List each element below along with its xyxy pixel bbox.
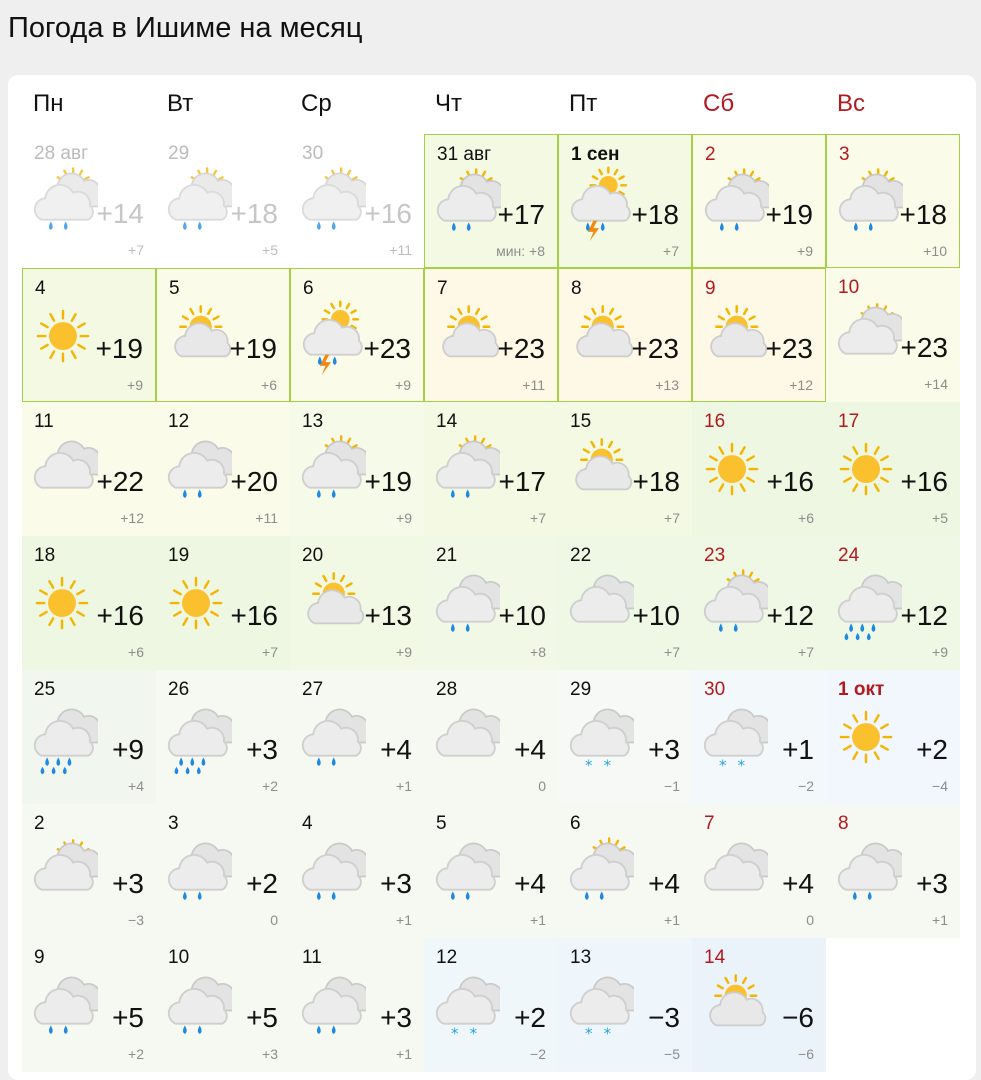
day-date: 7 <box>437 278 448 299</box>
day-date: 2 <box>705 144 716 165</box>
max-temperature: +23 <box>497 333 545 364</box>
min-temperature: +4 <box>128 778 144 794</box>
min-temperature: +8 <box>530 644 546 660</box>
day-cell[interactable] <box>156 268 290 402</box>
day-cell[interactable] <box>156 670 290 804</box>
day-cell[interactable] <box>22 536 156 670</box>
max-temperature: +10 <box>632 600 680 631</box>
day-cell[interactable] <box>826 804 960 938</box>
day-date: 8 <box>838 813 849 834</box>
day-date: 14 <box>436 411 458 432</box>
max-temperature: +4 <box>782 868 814 899</box>
max-temperature: +19 <box>765 199 813 230</box>
day-cell[interactable] <box>424 938 558 1072</box>
max-temperature: +22 <box>96 466 144 497</box>
day-cell[interactable] <box>558 536 692 670</box>
day-cell[interactable] <box>826 268 960 402</box>
min-temperature: +9 <box>396 644 412 660</box>
min-temperature: −5 <box>664 1046 680 1062</box>
svg-text:*: * <box>737 756 746 775</box>
day-cell[interactable] <box>558 268 692 402</box>
svg-text:*: * <box>584 756 593 775</box>
sun-cloud-icon <box>830 296 902 376</box>
min-temperature: +7 <box>664 644 680 660</box>
day-date: 18 <box>34 545 56 566</box>
cloud-snow-icon <box>562 966 634 1046</box>
day-cell[interactable] <box>826 134 960 268</box>
day-cell[interactable] <box>424 268 558 402</box>
day-date: 29 <box>168 143 190 164</box>
day-cell[interactable] <box>156 402 290 536</box>
sun-cloud-rain-icon <box>428 430 500 510</box>
day-date: 12 <box>168 411 190 432</box>
min-temperature: +9 <box>797 243 813 259</box>
page-title: Погода в Ишиме на месяц <box>8 12 363 44</box>
max-temperature: +12 <box>766 600 814 631</box>
day-date: 7 <box>704 813 715 834</box>
max-temperature: +3 <box>380 868 412 899</box>
sun-icon <box>830 430 902 510</box>
max-temperature: +19 <box>229 333 277 364</box>
max-temperature: +19 <box>95 333 143 364</box>
day-cell[interactable] <box>424 402 558 536</box>
thunderstorm-icon <box>295 297 367 377</box>
max-temperature: +19 <box>364 466 412 497</box>
cloud-heavy-rain-icon <box>26 698 98 778</box>
sun-cloud-rain-icon <box>294 430 366 510</box>
cloud-rain-icon <box>160 430 232 510</box>
min-temperature: +13 <box>655 377 679 393</box>
day-cell[interactable] <box>558 134 692 268</box>
day-cell[interactable] <box>558 938 692 1072</box>
weekday-label: Вс <box>837 90 866 117</box>
min-temperature: +7 <box>664 510 680 526</box>
svg-text:*: * <box>584 1024 593 1043</box>
cloud-rain-icon <box>294 966 366 1046</box>
cloud-heavy-rain-icon <box>830 564 902 644</box>
day-date: 25 <box>34 679 56 700</box>
svg-text:*: * <box>450 1024 459 1043</box>
sun-cloud-icon <box>26 832 98 912</box>
day-cell[interactable] <box>424 670 558 804</box>
day-date: 9 <box>705 278 716 299</box>
weekday-label: Пн <box>33 90 64 117</box>
day-date: 10 <box>168 947 190 968</box>
min-temperature: +12 <box>120 510 144 526</box>
day-date: 2 <box>34 813 45 834</box>
min-temperature: +1 <box>932 912 948 928</box>
min-temperature: +10 <box>923 243 947 259</box>
max-temperature: −6 <box>782 1002 814 1033</box>
day-date: 3 <box>168 813 179 834</box>
day-cell[interactable] <box>826 402 960 536</box>
cloud-rain-icon <box>830 832 902 912</box>
day-cell[interactable] <box>22 670 156 804</box>
weekday-label: Ср <box>301 90 332 117</box>
day-date: 10 <box>838 277 860 298</box>
cloud-snow-icon <box>696 698 768 778</box>
day-cell[interactable] <box>692 134 826 268</box>
max-temperature: +18 <box>631 199 679 230</box>
min-temperature: +7 <box>262 644 278 660</box>
day-date: 28 <box>436 679 458 700</box>
max-temperature: −3 <box>648 1002 680 1033</box>
max-temperature: +12 <box>900 600 948 631</box>
day-date: 24 <box>838 545 860 566</box>
max-temperature: +17 <box>497 199 545 230</box>
min-temperature: 0 <box>538 778 546 794</box>
partly-cloudy-icon <box>562 430 634 510</box>
day-date: 19 <box>168 545 190 566</box>
day-date: 14 <box>704 947 726 968</box>
day-cell[interactable] <box>156 134 290 268</box>
min-temperature: +9 <box>395 377 411 393</box>
day-cell[interactable] <box>22 402 156 536</box>
day-date: 9 <box>34 947 45 968</box>
min-temperature: +2 <box>262 778 278 794</box>
day-cell[interactable] <box>826 536 960 670</box>
cloud-heavy-rain-icon <box>160 698 232 778</box>
day-cell[interactable] <box>424 804 558 938</box>
min-temperature: +1 <box>664 912 680 928</box>
day-date: 20 <box>302 545 324 566</box>
sun-cloud-rain-icon <box>160 162 232 242</box>
day-date: 4 <box>35 278 46 299</box>
day-date: 1 сен <box>571 144 620 165</box>
max-temperature: +4 <box>514 868 546 899</box>
max-temperature: +23 <box>900 332 948 363</box>
day-cell[interactable] <box>558 804 692 938</box>
sun-icon <box>26 564 98 644</box>
min-temperature: +7 <box>530 510 546 526</box>
weekday-label: Чт <box>435 90 462 117</box>
min-temperature: +11 <box>255 510 278 526</box>
day-date: 4 <box>302 813 313 834</box>
day-cell[interactable] <box>22 804 156 938</box>
min-temperature: +2 <box>128 1046 144 1062</box>
min-temperature: 0 <box>270 912 278 928</box>
day-date: 13 <box>302 411 324 432</box>
min-temperature: +5 <box>262 242 278 258</box>
cloud-rain-icon <box>428 564 500 644</box>
day-date: 21 <box>436 545 458 566</box>
cloud-snow-icon <box>562 698 634 778</box>
max-temperature: +23 <box>765 333 813 364</box>
min-temperature: мин: +8 <box>496 243 545 259</box>
svg-text:*: * <box>603 1024 612 1043</box>
min-temperature: +9 <box>396 510 412 526</box>
svg-text:*: * <box>718 756 727 775</box>
day-cell[interactable] <box>558 402 692 536</box>
sun-cloud-rain-icon <box>429 163 501 243</box>
max-temperature: +20 <box>230 466 278 497</box>
min-temperature: −6 <box>798 1046 814 1062</box>
min-temperature: +3 <box>262 1046 278 1062</box>
day-date: 6 <box>303 278 314 299</box>
max-temperature: +9 <box>112 734 144 765</box>
min-temperature: +1 <box>396 912 412 928</box>
sun-icon <box>160 564 232 644</box>
min-temperature: +6 <box>798 510 814 526</box>
max-temperature: +2 <box>514 1002 546 1033</box>
weekday-label: Вт <box>167 90 194 117</box>
max-temperature: +4 <box>380 734 412 765</box>
day-date: 26 <box>168 679 190 700</box>
day-date: 23 <box>704 545 726 566</box>
sun-icon <box>696 430 768 510</box>
min-temperature: +9 <box>127 377 143 393</box>
min-temperature: +7 <box>798 644 814 660</box>
min-temperature: +9 <box>932 644 948 660</box>
day-date: 30 <box>704 679 726 700</box>
day-cell[interactable] <box>290 402 424 536</box>
cloudy-icon <box>428 698 500 778</box>
day-cell[interactable] <box>22 134 156 268</box>
day-date: 12 <box>436 947 458 968</box>
max-temperature: +2 <box>916 734 948 765</box>
day-date: 30 <box>302 143 324 164</box>
day-cell[interactable] <box>424 536 558 670</box>
sun-cloud-rain-icon <box>697 163 769 243</box>
sun-cloud-rain-icon <box>562 832 634 912</box>
sun-icon <box>830 698 902 778</box>
sun-icon <box>27 297 99 377</box>
min-temperature: +1 <box>396 1046 412 1062</box>
day-cell[interactable] <box>692 938 826 1072</box>
min-temperature: +12 <box>789 377 813 393</box>
max-temperature: +4 <box>648 868 680 899</box>
day-date: 6 <box>570 813 581 834</box>
day-cell[interactable] <box>22 938 156 1072</box>
partly-cloudy-icon <box>696 966 768 1046</box>
min-temperature: −1 <box>664 778 680 794</box>
day-date: 27 <box>302 679 324 700</box>
cloud-rain-icon <box>160 966 232 1046</box>
cloud-rain-icon <box>160 832 232 912</box>
day-cell[interactable] <box>692 402 826 536</box>
day-date: 13 <box>570 947 592 968</box>
sun-cloud-rain-icon <box>26 162 98 242</box>
max-temperature: +2 <box>246 868 278 899</box>
max-temperature: +3 <box>648 734 680 765</box>
max-temperature: +23 <box>631 333 679 364</box>
day-date: 11 <box>302 947 322 968</box>
partly-cloudy-icon <box>294 564 366 644</box>
min-temperature: −2 <box>530 1046 546 1062</box>
day-cell[interactable] <box>826 670 960 804</box>
partly-cloudy-icon <box>563 297 635 377</box>
day-cell[interactable] <box>692 804 826 938</box>
max-temperature: +5 <box>246 1002 278 1033</box>
min-temperature: +11 <box>389 242 412 258</box>
max-temperature: +18 <box>230 198 278 229</box>
day-date: 3 <box>839 144 850 165</box>
max-temperature: +14 <box>96 198 144 229</box>
sun-cloud-rain-icon <box>294 162 366 242</box>
day-cell[interactable] <box>156 536 290 670</box>
max-temperature: +10 <box>498 600 546 631</box>
day-cell[interactable] <box>290 268 424 402</box>
max-temperature: +13 <box>364 600 412 631</box>
day-cell[interactable] <box>290 938 424 1072</box>
max-temperature: +4 <box>514 734 546 765</box>
day-date: 22 <box>570 545 592 566</box>
min-temperature: −2 <box>798 778 814 794</box>
svg-text:*: * <box>603 756 612 775</box>
max-temperature: +18 <box>632 466 680 497</box>
min-temperature: +11 <box>522 377 545 393</box>
day-cell[interactable] <box>692 268 826 402</box>
max-temperature: +3 <box>246 734 278 765</box>
cloudy-icon <box>26 430 98 510</box>
day-date: 1 окт <box>838 679 885 700</box>
weekday-label: Пт <box>569 90 598 117</box>
day-cell[interactable] <box>558 670 692 804</box>
min-temperature: 0 <box>806 912 814 928</box>
min-temperature: +6 <box>128 644 144 660</box>
day-date: 15 <box>570 411 592 432</box>
max-temperature: +16 <box>766 466 814 497</box>
day-cell[interactable] <box>290 670 424 804</box>
partly-cloudy-icon <box>161 297 233 377</box>
min-temperature: −3 <box>128 912 144 928</box>
min-temperature: +1 <box>396 778 412 794</box>
max-temperature: +23 <box>363 333 411 364</box>
cloudy-icon <box>696 832 768 912</box>
max-temperature: +16 <box>96 600 144 631</box>
day-date: 29 <box>570 679 592 700</box>
cloudy-icon <box>562 564 634 644</box>
cloud-snow-icon <box>428 966 500 1046</box>
day-cell[interactable] <box>290 134 424 268</box>
weekday-label: Сб <box>703 90 735 117</box>
max-temperature: +3 <box>112 868 144 899</box>
cloud-rain-icon <box>294 698 366 778</box>
max-temperature: +3 <box>380 1002 412 1033</box>
max-temperature: +1 <box>782 734 814 765</box>
day-cell[interactable] <box>290 804 424 938</box>
day-date: 17 <box>838 411 860 432</box>
day-date: 8 <box>571 278 582 299</box>
day-date: 5 <box>169 278 180 299</box>
cloud-rain-icon <box>428 832 500 912</box>
min-temperature: +6 <box>261 377 277 393</box>
partly-cloudy-icon <box>429 297 501 377</box>
cloud-rain-icon <box>294 832 366 912</box>
min-temperature: +7 <box>663 243 679 259</box>
day-cell[interactable] <box>290 536 424 670</box>
day-cell[interactable] <box>692 670 826 804</box>
day-cell[interactable] <box>22 268 156 402</box>
day-cell[interactable] <box>692 536 826 670</box>
max-temperature: +16 <box>230 600 278 631</box>
min-temperature: +5 <box>932 510 948 526</box>
day-cell[interactable] <box>424 134 558 268</box>
day-date: 11 <box>34 411 54 432</box>
sun-cloud-rain-icon <box>696 564 768 644</box>
min-temperature: +14 <box>924 376 948 392</box>
day-date: 16 <box>704 411 726 432</box>
day-cell[interactable] <box>156 938 290 1072</box>
sun-cloud-rain-icon <box>831 163 903 243</box>
min-temperature: +1 <box>530 912 546 928</box>
day-cell[interactable] <box>156 804 290 938</box>
day-date: 31 авг <box>437 144 492 165</box>
partly-cloudy-icon <box>697 297 769 377</box>
min-temperature: +7 <box>128 242 144 258</box>
day-date: 28 авг <box>34 143 89 164</box>
max-temperature: +16 <box>900 466 948 497</box>
max-temperature: +16 <box>364 198 412 229</box>
thunderstorm-icon <box>563 163 635 243</box>
max-temperature: +17 <box>498 466 546 497</box>
cloud-rain-icon <box>26 966 98 1046</box>
day-date: 5 <box>436 813 447 834</box>
min-temperature: −4 <box>932 778 948 794</box>
svg-text:*: * <box>469 1024 478 1043</box>
max-temperature: +3 <box>916 868 948 899</box>
max-temperature: +18 <box>899 199 947 230</box>
max-temperature: +5 <box>112 1002 144 1033</box>
